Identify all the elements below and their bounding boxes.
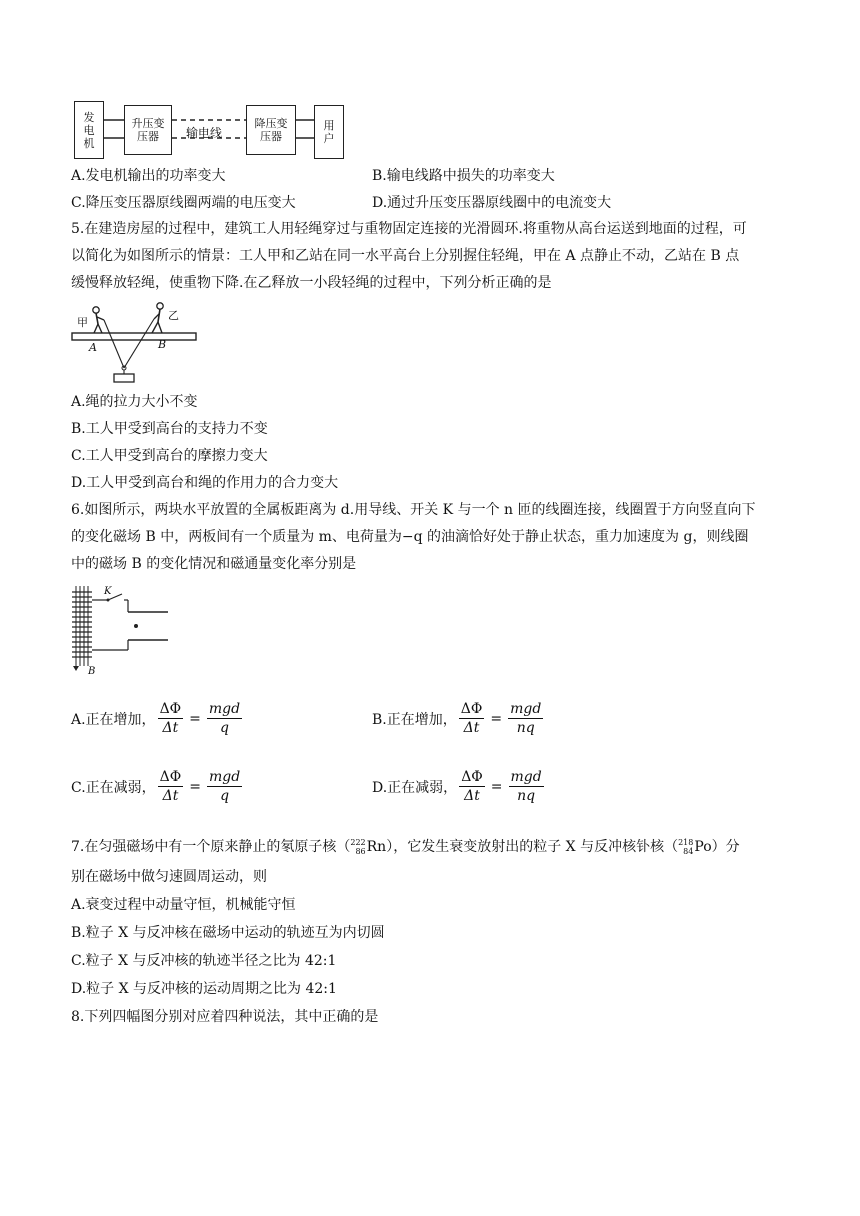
q6-option-a-rhs-num: mgd bbox=[208, 701, 241, 717]
q6-option-d: D.正在减弱， $\frac{\Delta\Phi}{\Delta t}$ = $\frac{\text{mgd}}{nq}$ bbox=[372, 769, 542, 804]
q5-option-c: C.工人甲受到高台的摩擦力变大 bbox=[71, 448, 268, 464]
q5-option-a: A.绳的拉力大小不变 bbox=[71, 394, 198, 410]
q6-option-c-rhs-num: mgd bbox=[209, 769, 241, 785]
q8-stem: 8.下列四幅图分别对应着四种说法，其中正确的是 bbox=[71, 1009, 379, 1025]
q4-option-c: C.降压变压器原线圈两端的电压变大 bbox=[71, 195, 296, 211]
q6-option-c-rhs bbox=[207, 768, 242, 805]
q5-option-d: D.工人甲受到高台和绳的作用力的合力变大 bbox=[71, 475, 339, 491]
q6-option-d-prefix: D.正在减弱， bbox=[372, 779, 458, 796]
q6-option-d-lhs-num: ΔΦ bbox=[461, 769, 483, 785]
step-up-transformer-box: 升压变压器 bbox=[124, 105, 172, 155]
q7-option-a: A.衰变过程中动量守恒，机械能守恒 bbox=[71, 897, 296, 913]
q5-label-yi: 乙 bbox=[168, 309, 179, 322]
q7-rn-symbol: Rn bbox=[366, 839, 387, 855]
q5-label-jia: 甲 bbox=[77, 316, 88, 329]
q6-option-c-prefix: C.正在减弱， bbox=[71, 779, 156, 796]
q6-label-b: B bbox=[88, 666, 96, 677]
q7-stem-part2: ），它发生衰变放射出的粒子 X 与反冲核钋核（ bbox=[386, 839, 679, 855]
q6-option-b-rhs-den: nq bbox=[516, 720, 535, 736]
q7-option-b: B.粒子 X 与反冲核在磁场中运动的轨迹互为内切圆 bbox=[71, 925, 385, 941]
q6-figure-drawing bbox=[70, 582, 180, 678]
q6-option-b-rhs bbox=[508, 700, 543, 737]
q6-option-b-rhs-num: mgd bbox=[510, 701, 542, 717]
q6-stem-line-2: 的变化磁场 B 中，两板间有一个质量为 m、电荷量为−q 的油滴恰好处于静止状态，重力加速度为 g，则线圈 bbox=[71, 529, 749, 545]
q7-option-d: D.粒子 X 与反冲核的运动周期之比为 42:1 bbox=[71, 981, 337, 997]
q5-stem-line-2: 以简化为如图所示的情景：工人甲和乙站在同一水平高台上分别握住轻绳，甲在 A 点静止不动，乙站在 B 点 bbox=[71, 248, 740, 264]
q7-rn-z: 86 bbox=[355, 847, 366, 856]
q6-option-b-lhs-den: Δt bbox=[463, 720, 480, 736]
q6-option-b: B.正在增加， $\frac{\Delta\Phi}{\Delta t}$ = $\frac{\text{mgd}}{nq}$ bbox=[372, 701, 542, 736]
q7-po-z: 84 bbox=[683, 847, 694, 856]
q6-option-a-prefix: A.正在增加， bbox=[71, 711, 156, 728]
q6-option-c: C.正在减弱， $\frac{\Delta\Phi}{\Delta t}$ = $\frac{\text{mgd}}{q}$ bbox=[71, 769, 241, 804]
q6-option-a-lhs-den: Δt bbox=[162, 720, 179, 736]
q7-option-c: C.粒子 X 与反冲核的轨迹半径之比为 42:1 bbox=[71, 953, 337, 969]
q6-option-c-lhs-num: ΔΦ bbox=[159, 769, 182, 785]
q5-label-b: B bbox=[158, 338, 167, 351]
step-down-transformer-box: 降压变压器 bbox=[246, 105, 296, 155]
q6-option-a-lhs-num: ΔΦ bbox=[159, 701, 182, 717]
q6-option-a-rhs-den: q bbox=[220, 720, 229, 736]
q6-stem-line-3: 中的磁场 B 的变化情况和磁通量变化率分别是 bbox=[71, 556, 357, 572]
q6-option-a: A.正在增加， $\frac{\Delta\Phi}{\Delta t}$ = $\frac{\text{mgd}}{q}$ bbox=[71, 701, 241, 736]
q6-option-b-prefix: B.正在增加， bbox=[372, 711, 457, 728]
q5-option-b: B.工人甲受到高台的支持力不变 bbox=[71, 421, 268, 437]
q4-option-a: A.发电机输出的功率变大 bbox=[71, 168, 226, 184]
q7-stem-part3: ）分 bbox=[711, 839, 740, 855]
q6-option-d-lhs bbox=[459, 768, 485, 805]
q5-stem-line-1: 5.在建造房屋的过程中，建筑工人用轻绳穿过与重物固定连接的光滑圆环.将重物从高台运送到地面的过程，可 bbox=[71, 221, 747, 237]
q7-po-mass: 218 bbox=[678, 838, 694, 847]
q4-option-b: B.输电线路中损失的功率变大 bbox=[372, 168, 555, 184]
q5-stem-line-3: 缓慢释放轻绳，使重物下降.在乙释放一小段轻绳的过程中，下列分析正确的是 bbox=[71, 275, 552, 291]
q6-option-c-rhs-den: q bbox=[220, 788, 230, 804]
generator-box: 发电机 bbox=[74, 101, 104, 159]
q6-option-d-rhs bbox=[509, 768, 544, 805]
q7-rn-mass: 222 bbox=[350, 838, 366, 847]
q6-option-a-lhs bbox=[158, 700, 184, 737]
user-box: 用户 bbox=[314, 105, 344, 159]
q7-stem-line-2: 别在磁场中做匀速圆周运动，则 bbox=[71, 869, 267, 885]
q7-radon-nuclide bbox=[350, 837, 386, 857]
q6-option-c-lhs-den: Δt bbox=[162, 788, 179, 804]
q7-po-symbol: Po bbox=[694, 839, 712, 855]
q6-option-a-rhs bbox=[207, 700, 242, 737]
q6-stem-line-1: 6.如图所示，两块水平放置的全属板距离为 d.用导线、开关 K 与一个 n 匝的线圈连接，线圈置于方向竖直向下 bbox=[71, 502, 756, 518]
q6-option-c-lhs bbox=[158, 768, 184, 805]
q7-stem-part1: 7.在匀强磁场中有一个原来静止的氡原子核（ bbox=[71, 839, 351, 855]
q6-option-d-rhs-num: mgd bbox=[510, 769, 542, 785]
q6-option-d-rhs-den: nq bbox=[517, 788, 536, 804]
q4-option-d: D.通过升压变压器原线圈中的电流变大 bbox=[372, 195, 612, 211]
transmission-line-label: 输电线 bbox=[186, 126, 223, 140]
q6-label-k: K bbox=[104, 586, 112, 597]
q6-option-b-lhs-num: ΔΦ bbox=[460, 701, 483, 717]
q6-option-b-lhs bbox=[459, 700, 485, 737]
q7-polonium-nuclide bbox=[678, 837, 712, 857]
q5-label-a: A bbox=[89, 341, 97, 354]
q7-stem-line-1 bbox=[71, 837, 740, 857]
q6-option-d-lhs-den: Δt bbox=[464, 788, 480, 804]
